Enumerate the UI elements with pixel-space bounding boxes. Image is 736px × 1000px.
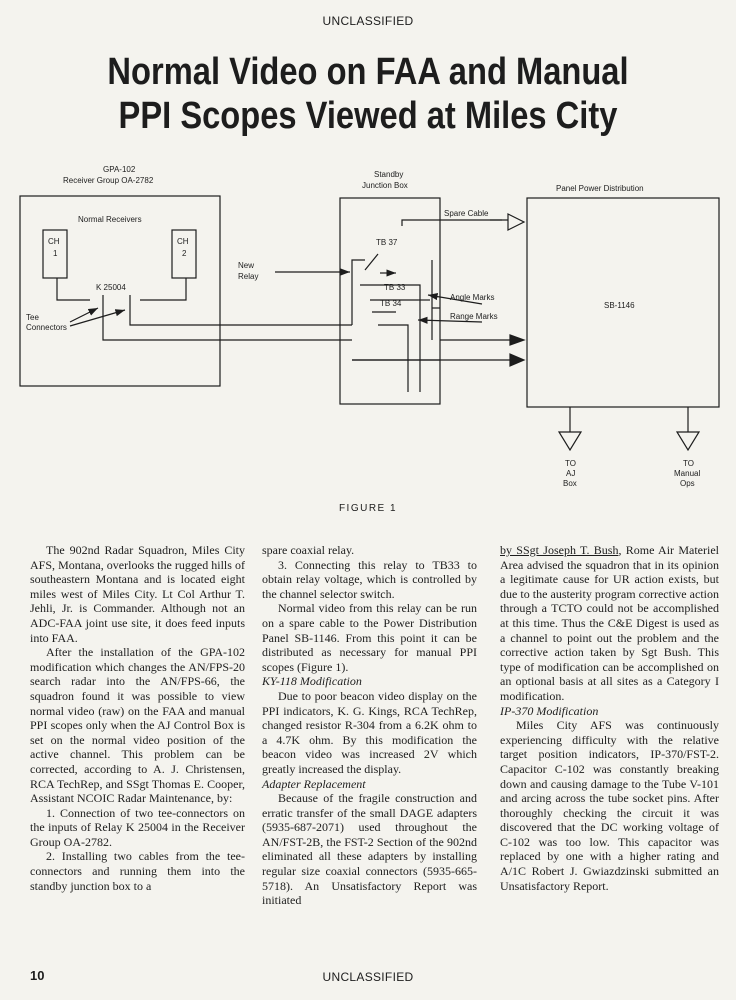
label-receiver-group: Receiver Group OA-2782 <box>63 176 154 185</box>
label-ch1-a: CH <box>48 237 60 246</box>
article-column-1 <box>30 543 245 893</box>
paragraph: The 902nd Radar Squadron, Miles City AFS, Montana, overlooks the rugged hills of southeastern Montana and is located eight miles west of Miles City. Lt Col Arthur T. Jehli, Jr. is Commander. Although not an ADC-FAA joint use site, it does feed inputs into FAA. <box>30 543 245 645</box>
label-standby-a: Standby <box>374 170 404 179</box>
label-to-aj-c: Box <box>563 479 577 488</box>
paragraph: Due to poor beacon video display on the PPI indicators, K. G. Kings, RCA TechRep, changed resistor R-304 from a 6.2K ohm to a 4.7K ohm. By this modification the beacon video was increased 2V which greatly increased the display. <box>262 688 477 776</box>
section-heading: IP-370 Modification <box>500 703 599 718</box>
label-relay-k: K 25004 <box>96 283 126 292</box>
title-line-1: Normal Video on FAA and Manual <box>107 51 629 93</box>
label-to-aj-b: AJ <box>566 469 576 478</box>
label-ch2-b: 2 <box>182 249 187 258</box>
label-tb33: TB 33 <box>384 283 406 292</box>
label-new-relay-a: New <box>238 261 255 270</box>
label-range-marks: Range Marks <box>450 312 498 321</box>
label-tee-b: Connectors <box>26 323 67 332</box>
paragraph: spare coaxial relay. <box>262 543 355 557</box>
label-normal-receivers: Normal Receivers <box>78 215 142 224</box>
label-to-manual-b: Manual <box>674 469 701 478</box>
section-heading: Adapter Replacement <box>262 776 366 791</box>
label-to-manual-a: TO <box>683 459 694 468</box>
page-number: 10 <box>30 968 45 983</box>
article-column-2 <box>262 543 477 908</box>
label-angle-marks: Angle Marks <box>450 293 495 302</box>
title-line-2: PPI Scopes Viewed at Miles City <box>118 95 618 137</box>
paragraph: After the installation of the GPA-102 modification which changes the AN/FPS-20 search radar into the AN/FPS-66, the squadron found it was possible to view normal video (raw) on the FAA and manual PPI scopes only when the AJ Control Box is set on the normal video position of the active channel. This problem can be corrected, according to A. J. Christensen, RCA TechRep, and SSgt Thomas E. Cooper, Assistant NCOIC Radar Maintenance, by: <box>30 645 245 806</box>
label-ch2-a: CH <box>177 237 189 246</box>
paragraph: Miles City AFS was continuously experiencing difficulty with the relative target position indicators, IP-370/FST-2. Capacitor C-102 was constantly breaking down and causing damage to the Tube V-101 and arcing across the tube socket pins. After thoroughly checking the circuit it was discovered that the DC working voltage of C-102 was too low. This capacitor was replaced by one with a higher rating and A/1C Robert J. Gwiazdzinski submitted an Unsatisfactory Report. <box>500 718 719 893</box>
label-ch1-b: 1 <box>53 249 58 258</box>
label-gpa102: GPA-102 <box>103 165 136 174</box>
label-tee-a: Tee <box>26 313 39 322</box>
paragraph: Normal video from this relay can be run on a spare cable to the Power Distribution Panel SB-1146. From this point it can be distributed as necessary for manual PPI scopes (Figure 1). <box>262 601 477 674</box>
paragraph <box>500 543 719 704</box>
label-tb37: TB 37 <box>376 238 398 247</box>
section-heading: KY-118 Modification <box>262 674 362 689</box>
page-title <box>52 50 685 138</box>
label-to-aj-a: TO <box>565 459 576 468</box>
paragraph: 3. Connecting this relay to TB33 to obtain relay voltage, which is controlled by the channel selector switch. <box>262 557 477 601</box>
classification-bottom: UNCLASSIFIED <box>322 970 414 984</box>
label-new-relay-b: Relay <box>238 272 259 281</box>
label-spare-cable: Spare Cable <box>444 209 489 218</box>
paragraph-text: , Rome Air Materiel Area advised the squadron that in its opinion a legitimate cause for UR action exists, but due to the austerity program corrective action through a TCTO could not be accomplished at this time. Thus the C&E Digest is used as a channel to point out the problem and the corrective action taken by Sgt Bush. This type of modification can be accomplished on an optional basis at all sites as a Category I modification. <box>500 543 719 703</box>
paragraph: Because of the fragile construction and erratic transfer of the small DAGE adapters (5935-687-2071) used throughout the AN/FST-2B, the FST-2 Section of the 902nd eliminated all these adapters by installing regular size coaxial connectors (5935-665-5718). An Unsatisfactory Report was initiated <box>262 791 477 908</box>
figure-1-diagram <box>0 160 736 495</box>
paragraph: 2. Installing two cables from the tee-connectors and running them into the standby junction box to a <box>30 849 245 893</box>
classification-top: UNCLASSIFIED <box>322 14 414 28</box>
label-to-manual-c: Ops <box>680 479 695 488</box>
label-tb34: TB 34 <box>380 299 402 308</box>
paragraph: 1. Connection of two tee-connectors on the inputs of Relay K 25004 in the Receiver Group OA-2782. <box>30 805 245 849</box>
figure-caption: FIGURE 1 <box>338 503 398 514</box>
label-sb1146: SB-1146 <box>604 301 635 310</box>
underlined-name: by SSgt Joseph T. Bush <box>500 543 619 557</box>
article-column-3 <box>500 543 719 893</box>
label-standby-b: Junction Box <box>362 181 408 190</box>
label-panel-power: Panel Power Distribution <box>556 184 644 193</box>
